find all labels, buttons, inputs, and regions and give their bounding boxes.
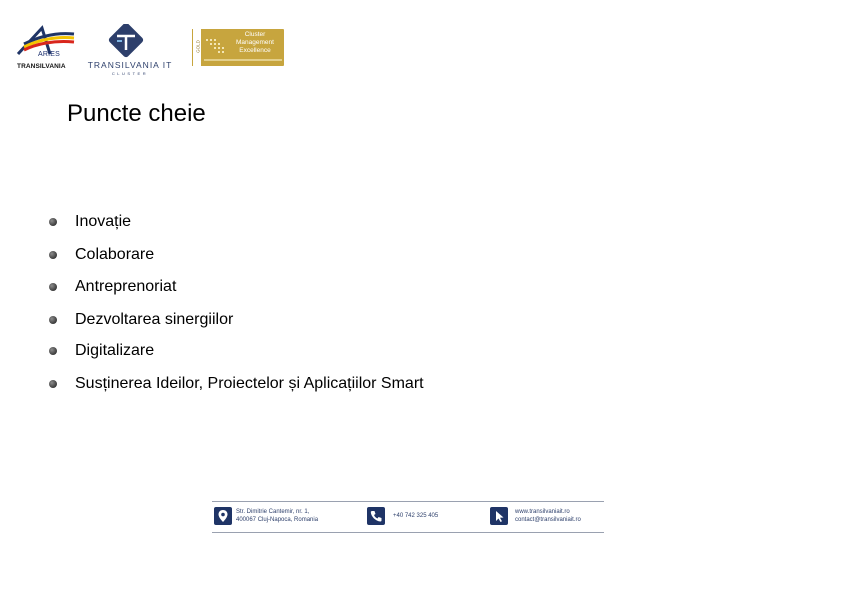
address-line: 400067 Cluj-Napoca, Romania (236, 517, 319, 523)
gold-label-badge (192, 29, 284, 66)
location-pin-icon (214, 507, 232, 525)
website-link[interactable]: www.transilvaniait.ro (515, 509, 570, 515)
gold-badge-side (192, 29, 201, 66)
bullet-icon (49, 251, 57, 259)
transilvania-it-logo (84, 24, 176, 76)
list-item-text: Digitalizare (75, 342, 155, 359)
email-link[interactable]: contact@transilvaniait.ro (515, 517, 581, 523)
bullet-icon (49, 316, 57, 324)
phone-icon (367, 507, 385, 525)
transilvania-it-cluster: CLUSTER (111, 71, 149, 76)
list-item-text: Antreprenoriat (75, 278, 177, 295)
transilvania-it-emblem-icon (84, 24, 176, 60)
contact-address (236, 508, 318, 524)
aries-word: ARIES (38, 51, 61, 58)
bullet-icon (49, 380, 57, 388)
bullet-icon (49, 283, 57, 291)
address-line: Str. Dimitrie Cantemir, nr. 1, (236, 509, 310, 515)
gold-badge-footer-strip (204, 59, 282, 61)
list-item-text: Susținerea Ideilor, Proiectelor și Aplicațiilor Smart (75, 375, 424, 392)
contact-phone: +40 742 325 405 (393, 513, 439, 519)
contact-web (515, 508, 581, 524)
cursor-click-icon (490, 507, 508, 525)
gold-badge-line: Cluster (244, 31, 266, 38)
bullet-icon (49, 347, 57, 355)
list-item-text: Inovație (75, 213, 132, 230)
gold-badge-line: Excellence (239, 47, 271, 54)
gold-badge-line: Management (236, 39, 274, 46)
bullet-icon (49, 218, 57, 226)
aries-transilvania-logo (14, 24, 78, 72)
gold-badge-dots-icon (205, 37, 227, 55)
gold-badge-text (228, 31, 282, 55)
page-title: Puncte cheie (67, 100, 206, 127)
transilvania-it-name: TRANSILVANIA IT (87, 60, 173, 70)
list-item-text: Dezvoltarea sinergiilor (75, 311, 234, 328)
list-item-text: Colaborare (75, 246, 155, 263)
gold-badge-label: GOLD (195, 40, 201, 53)
contact-footer (212, 501, 604, 533)
aries-subtitle: TRANSILVANIA (17, 63, 66, 70)
